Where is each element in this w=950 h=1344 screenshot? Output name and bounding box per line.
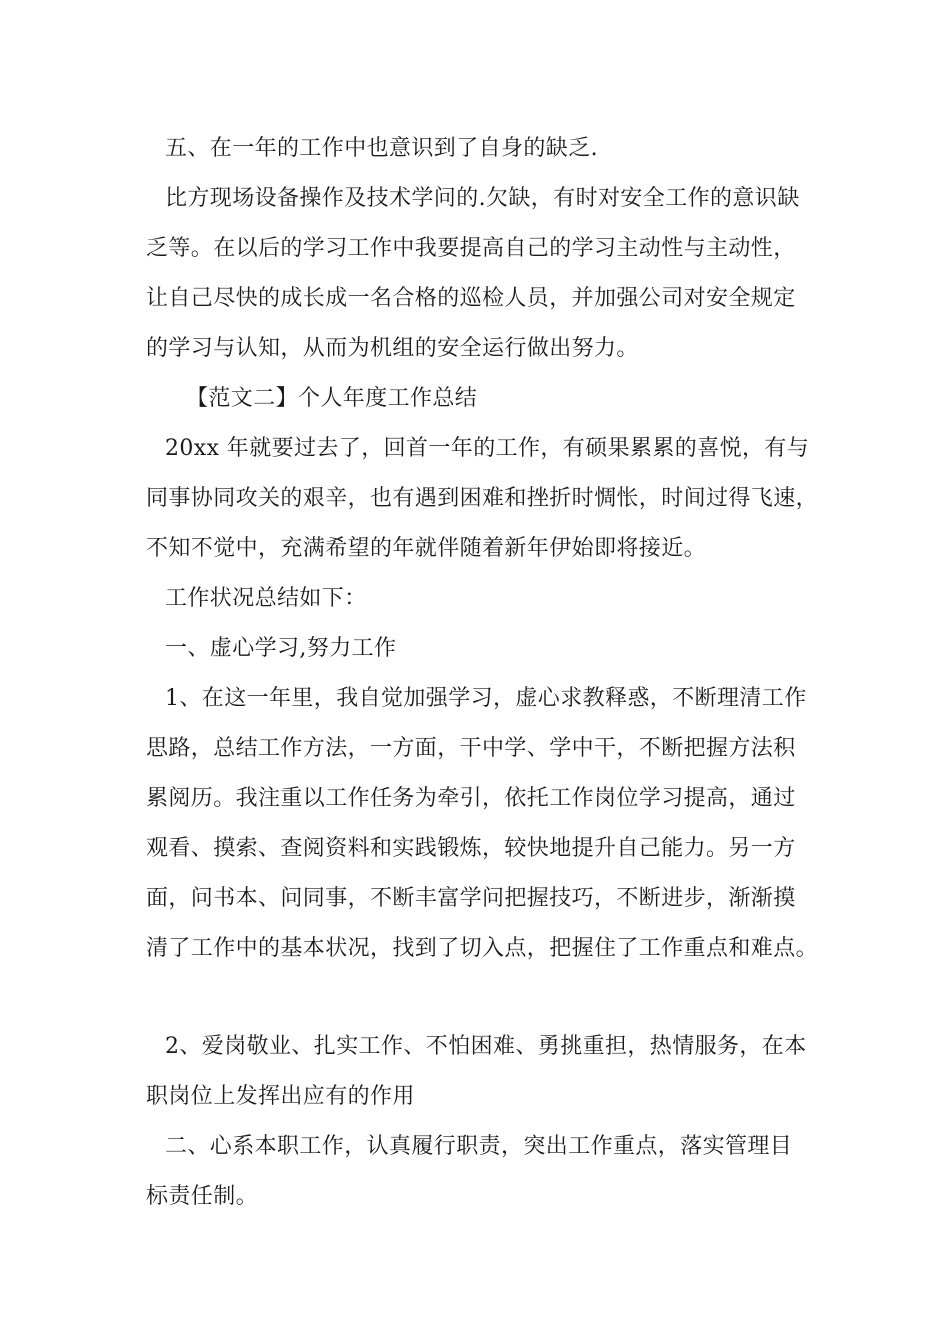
text-line: 同事协同攻关的艰辛，也有遇到困难和挫折时惆怅，时间过得飞速， (146, 486, 819, 511)
text-line: 20xx 年就要过去了，回首一年的工作，有硕果累累的喜悦，有与 (165, 436, 810, 461)
text-line: 的学习与认知，从而为机组的安全运行做出努力。 (146, 336, 639, 361)
text-line: 职岗位上发挥出应有的作用 (146, 1084, 415, 1109)
text-line: 累阅历。我注重以工作任务为牵引，依托工作岗位学习提高，通过 (146, 786, 796, 811)
text-line: 五、在一年的工作中也意识到了自身的缺乏. (165, 136, 598, 161)
text-line: 1、在这一年里，我自觉加强学习，虚心求教释惑，不断理清工作 (165, 686, 807, 711)
text-line: 工作状况总结如下： (165, 586, 367, 611)
text-line: 一、虚心学习,努力工作 (165, 636, 397, 661)
text-line: 不知不觉中，充满希望的年就伴随着新年伊始即将接近。 (146, 536, 707, 561)
text-line: 比方现场设备操作及技术学问的.欠缺，有时对安全工作的意识缺 (165, 186, 800, 211)
text-line: 让自己尽快的成长成一名合格的巡检人员，并加强公司对安全规定 (146, 286, 796, 311)
text-line: 二、心系本职工作，认真履行职责，突出工作重点，落实管理目 (165, 1134, 793, 1159)
text-line: 清了工作中的基本状况，找到了切入点，把握住了工作重点和难点。 (146, 936, 819, 961)
text-line: 观看、摸索、查阅资料和实践锻炼，较快地提升自己能力。另一方 (146, 836, 796, 861)
text-line: 面，问书本、问同事，不断丰富学问把握技巧，不断进步，渐渐摸 (146, 886, 796, 911)
text-line: 思路，总结工作方法，一方面，干中学、学中干，不断把握方法积 (146, 736, 796, 761)
section-heading: 【范文二】个人年度工作总结 (186, 386, 478, 411)
text-line: 2、爱岗敬业、扎实工作、不怕困难、勇挑重担，热情服务，在本 (165, 1034, 807, 1059)
text-line: 乏等。在以后的学习工作中我要提高自己的学习主动性与主动性， (146, 236, 796, 261)
text-line: 标责任制。 (146, 1184, 259, 1209)
